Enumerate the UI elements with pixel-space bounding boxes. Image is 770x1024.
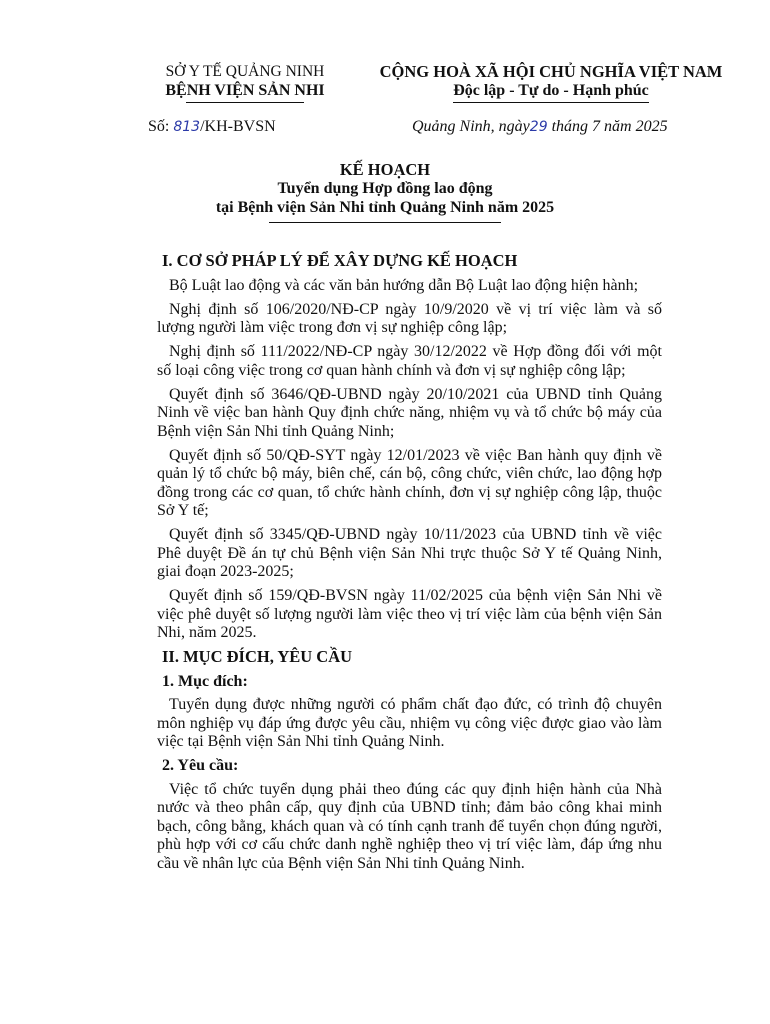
section-2-heading: II. MỤC ĐÍCH, YÊU CẦU (162, 647, 353, 666)
date-suffix: tháng 7 năm 2025 (551, 118, 668, 135)
date-day-handwritten: 29 (529, 119, 548, 135)
legal-basis-item: Quyết định số 159/QĐ-BVSN ngày 11/02/2025 của bệnh viện Sản Nhi về việc phê duyệt số lượng người làm việc theo vị trí việc làm của bệnh viện Sản Nhi, năm 2025. (157, 587, 662, 641)
date-prefix: Quảng Ninh, ngày (412, 118, 530, 135)
document-subject-line-2: tại Bệnh viện Sản Nhi tỉnh Quảng Ninh năm 2025 (215, 199, 555, 216)
legal-basis-item: Quyết định số 50/QĐ-SYT ngày 12/01/2023 về việc Ban hành quy định về quản lý tổ chức bộ máy, biên chế, cán bộ, công chức, viên chức, lao động hợp đồng trong các cơ quan, tổ chức hành chính, đơn vị sự nghiệp công lập, thuộc Sở Y tế; (157, 446, 662, 519)
section-1-heading: I. CƠ SỞ PHÁP LÝ ĐỂ XÂY DỰNG KẾ HOẠCH (162, 251, 518, 270)
document-body (157, 252, 662, 879)
doc-number-suffix: /KH-BVSN (200, 118, 276, 135)
issuer-header (130, 62, 360, 103)
parent-agency: SỞ Y TẾ QUẢNG NINH (165, 63, 325, 80)
document-number (148, 118, 276, 136)
doc-number-prefix: Số: (148, 118, 170, 135)
legal-basis-item: Quyết định số 3646/QĐ-UBND ngày 20/10/2021 của UBND tỉnh Quảng Ninh về việc ban hành Quy định chức năng, nhiệm vụ và tổ chức bộ máy của Bệnh viện Sản Nhi tỉnh Quảng Ninh; (157, 385, 662, 440)
document-type: KẾ HOẠCH (339, 160, 431, 179)
legal-basis-item: Bộ Luật lao động và các văn bản hướng dẫn Bộ Luật lao động hiện hành; (169, 276, 639, 294)
purpose-heading: 1. Mục đích: (162, 672, 248, 690)
national-title: CỘNG HOÀ XÃ HỘI CHỦ NGHĨA VIỆT NAM (379, 62, 723, 81)
document-date (412, 118, 668, 136)
legal-basis-item: Quyết định số 3345/QĐ-UBND ngày 10/11/2023 của UBND tỉnh về việc Phê duyệt Đề án tự chủ Bệnh viện Sản Nhi trực thuộc Sở Y tế Quảng Ninh, giai đoạn 2023-2025; (157, 526, 662, 580)
national-header (360, 62, 742, 103)
document-subject-line-1: Tuyển dụng Hợp đồng lao động (277, 180, 493, 197)
purpose-text: Tuyển dụng được những người có phẩm chất đạo đức, có trình độ chuyên môn nghiệp vụ đáp ứng được yêu cầu, nhiệm vụ công việc được giao vào làm việc tại Bệnh viện Sản Nhi tỉnh Quảng Ninh. (157, 696, 662, 750)
requirements-text: Việc tổ chức tuyển dụng phải theo đúng các quy định hiện hành của Nhà nước và theo phân cấp, quy định của UBND tỉnh; đảm bảo công khai minh bạch, công bằng, khách quan và có tính cạnh tranh để tuyển chọn đúng người, phù hợp với cơ cấu chức danh nghề nghiệp theo vị trí việc làm, đáp ứng nhu cầu về nhân lực của Bệnh viện Sản Nhi tỉnh Quảng Ninh. (157, 780, 662, 872)
national-motto: Độc lập - Tự do - Hạnh phúc (453, 82, 649, 99)
legal-basis-item: Nghị định số 106/2020/NĐ-CP ngày 10/9/2020 về vị trí việc làm và số lượng người làm việc trong đơn vị sự nghiệp công lập; (157, 300, 662, 336)
requirements-heading: 2. Yêu cầu: (162, 757, 239, 774)
motto-underline (453, 102, 649, 103)
legal-basis-item: Nghị định số 111/2022/NĐ-CP ngày 30/12/2022 về Hợp đồng đối với một số loại công việc trong cơ quan hành chính và đơn vị sự nghiệp công lập; (157, 343, 662, 379)
issuer-underline (186, 102, 304, 103)
title-underline (269, 222, 501, 223)
issuing-unit: BỆNH VIỆN SẢN NHI (165, 82, 325, 99)
doc-number-handwritten: 813 (173, 119, 201, 135)
document-title-block (150, 160, 620, 223)
